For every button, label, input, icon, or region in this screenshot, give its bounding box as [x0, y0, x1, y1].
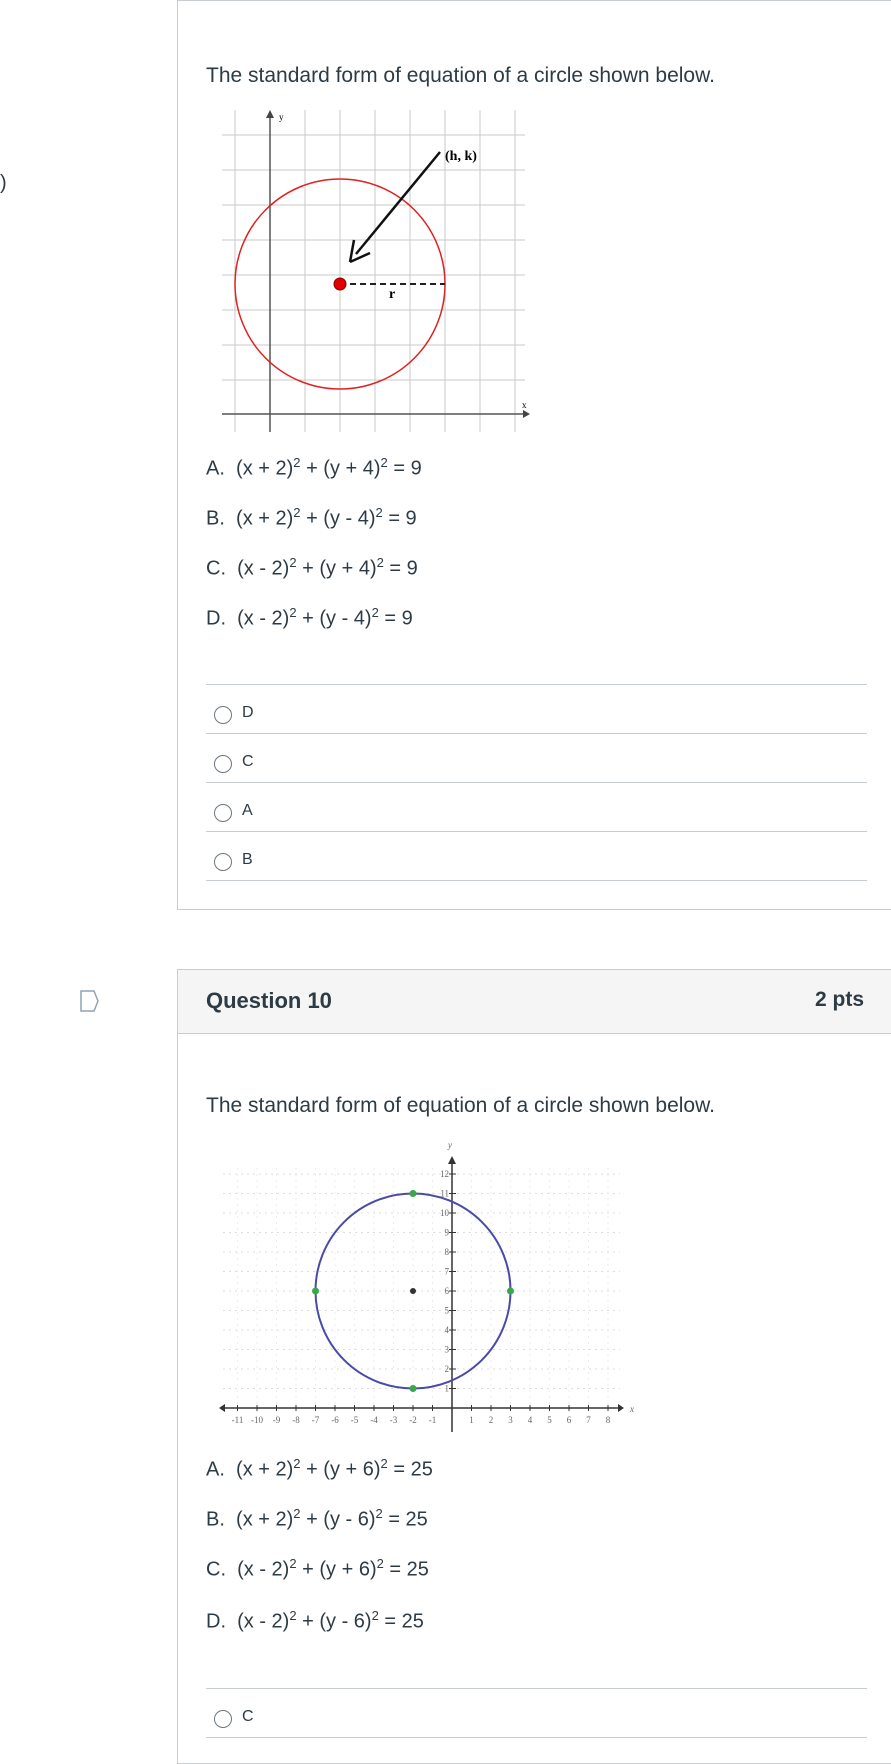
q10-option-3	[206, 1608, 424, 1634]
option-term-y: + (y + 6)	[296, 1558, 377, 1581]
option-term-x: (x - 2)	[237, 557, 290, 580]
y-axis-arrow	[448, 1156, 456, 1164]
question-9-graph	[180, 90, 540, 440]
q9-answer-radio-a[interactable]	[214, 804, 232, 822]
option-rhs: = 9	[378, 607, 413, 630]
q9-answer-radio-d[interactable]	[214, 706, 232, 724]
q9-option-0	[206, 455, 422, 481]
center-label: (h, k)	[445, 149, 477, 164]
center-point	[410, 1288, 416, 1294]
x-tick-label: -5	[350, 1415, 359, 1425]
option-rhs: = 25	[378, 1610, 424, 1633]
option-term-x: (x - 2)	[237, 607, 290, 630]
exponent: 2	[375, 1506, 383, 1521]
y-axis-label: y	[448, 1140, 452, 1150]
option-term-x: (x + 2)	[236, 1458, 294, 1481]
option-term-x: (x + 2)	[236, 507, 294, 530]
y-tick-label: 3	[444, 1344, 449, 1355]
y-tick-label: 9	[444, 1227, 449, 1238]
circle-point	[507, 1288, 514, 1295]
x-tick-label: 5	[547, 1415, 552, 1425]
y-tick-label: 7	[444, 1266, 449, 1277]
option-term-y: + (y + 4)	[296, 557, 377, 580]
option-term-y: + (y + 6)	[300, 1458, 381, 1481]
y-tick-label: 10	[440, 1208, 449, 1218]
x-tick-label: 1	[469, 1415, 474, 1425]
exponent: 2	[376, 1556, 384, 1571]
option-term-x: (x + 2)	[236, 457, 294, 480]
option-term-y: + (y - 4)	[296, 607, 372, 630]
option-letter: C.	[206, 557, 226, 580]
exponent: 2	[289, 605, 297, 620]
arrow-line	[356, 152, 440, 254]
option-term-y: + (y - 6)	[296, 1610, 372, 1633]
option-rhs: = 9	[382, 507, 417, 530]
x-tick-label: 7	[586, 1415, 591, 1425]
circle-point	[312, 1288, 319, 1295]
circle-point	[410, 1385, 417, 1392]
option-letter: D.	[206, 1610, 226, 1633]
x-axis-label: x	[630, 1404, 634, 1414]
exponent: 2	[293, 1506, 301, 1521]
exponent: 2	[371, 605, 379, 620]
q9-option-3	[206, 605, 413, 631]
exponent: 2	[293, 1456, 301, 1471]
y-tick-label: 12	[440, 1169, 449, 1179]
answer-divider	[206, 733, 867, 734]
y-tick-label: 1	[444, 1383, 449, 1394]
radius-label: r	[389, 287, 396, 302]
option-rhs: = 25	[387, 1458, 433, 1481]
q9-option-2	[206, 555, 418, 581]
question-10-title: Question 10	[206, 988, 332, 1013]
question-10-text: The standard form of equation of a circle shown below.	[206, 1094, 715, 1117]
y-axis-label: y	[279, 112, 284, 122]
exponent: 2	[289, 1608, 297, 1623]
answer-divider	[206, 1688, 867, 1689]
y-tick-label: 4	[444, 1325, 449, 1335]
x-tick-label: -8	[292, 1415, 300, 1425]
exponent: 2	[289, 555, 297, 570]
answer-divider	[206, 831, 867, 832]
center-point	[334, 278, 346, 290]
q9-answer-radio-b[interactable]	[214, 853, 232, 871]
x-axis-label: x	[522, 400, 527, 410]
flag-question-icon[interactable]	[80, 990, 100, 1017]
answer-label[interactable]: A	[242, 802, 253, 819]
y-tick-label: 5	[444, 1305, 449, 1316]
question-10-header	[177, 969, 891, 1034]
exponent: 2	[376, 555, 384, 570]
exponent: 2	[293, 455, 301, 470]
q9-option-1	[206, 505, 417, 531]
question-10-graph	[200, 1130, 650, 1440]
x-tick-label: 4	[527, 1415, 533, 1425]
option-rhs: = 25	[383, 1558, 429, 1581]
exponent: 2	[293, 505, 301, 520]
answer-divider	[206, 782, 867, 783]
x-tick-label: 2	[488, 1415, 494, 1425]
y-tick-label: 8	[444, 1247, 449, 1257]
option-letter: B.	[206, 507, 225, 530]
exponent: 2	[380, 455, 388, 470]
question-9-text: The standard form of equation of a circle shown below.	[206, 64, 715, 87]
q10-answer-radio-c[interactable]	[214, 1710, 232, 1728]
exponent: 2	[371, 1608, 379, 1623]
option-term-y: + (y + 4)	[300, 457, 381, 480]
x-tick-label: -1	[428, 1415, 437, 1425]
x-tick-label: 8	[605, 1415, 611, 1425]
answer-divider	[206, 880, 867, 881]
question-10-points: 2 pts	[815, 988, 865, 1011]
x-tick-label: -2	[409, 1415, 417, 1425]
x-axis-arrow	[523, 410, 530, 418]
answer-label[interactable]: C	[242, 1708, 254, 1725]
answer-divider	[206, 684, 867, 685]
option-term-y: + (y - 4)	[300, 507, 376, 530]
y-tick-label: 2	[444, 1364, 449, 1374]
q10-option-1	[206, 1506, 428, 1532]
x-tick-label: 6	[566, 1415, 572, 1425]
exponent: 2	[289, 1556, 297, 1571]
answer-label[interactable]: C	[242, 753, 254, 770]
x-tick-label: -4	[370, 1415, 378, 1425]
exponent: 2	[375, 505, 383, 520]
y-axis-arrow	[266, 110, 274, 118]
option-term-x: (x - 2)	[237, 1610, 290, 1633]
x-tick-label: 3	[508, 1415, 513, 1425]
option-term-y: + (y - 6)	[300, 1508, 376, 1531]
x-tick-label: -3	[389, 1415, 398, 1425]
circle-point	[410, 1190, 417, 1197]
x-tick-label: -7	[311, 1415, 320, 1425]
option-letter: A.	[206, 457, 225, 480]
option-letter: C.	[206, 1558, 226, 1581]
x-tick-label: -10	[251, 1415, 263, 1425]
x-tick-label: -11	[231, 1415, 244, 1425]
answer-label[interactable]: B	[242, 851, 253, 868]
option-rhs: = 9	[387, 457, 422, 480]
option-term-x: (x + 2)	[236, 1508, 294, 1531]
stray-paren: )	[0, 172, 7, 194]
y-tick-label: 11	[440, 1188, 449, 1199]
x-tick-label: -9	[272, 1415, 281, 1425]
exponent: 2	[380, 1456, 388, 1471]
option-rhs: = 9	[383, 557, 418, 580]
option-rhs: = 25	[382, 1508, 428, 1531]
x-tick-label: -6	[331, 1415, 339, 1425]
option-letter: A.	[206, 1458, 225, 1481]
answer-divider	[206, 1737, 867, 1738]
q10-option-2	[206, 1556, 429, 1582]
q10-option-0	[206, 1456, 433, 1482]
option-letter: B.	[206, 1508, 225, 1531]
option-letter: D.	[206, 607, 226, 630]
q9-answer-radio-c[interactable]	[214, 755, 232, 773]
y-tick-label: 6	[444, 1286, 449, 1296]
answer-label[interactable]: D	[242, 704, 254, 721]
option-term-x: (x - 2)	[237, 1558, 290, 1581]
